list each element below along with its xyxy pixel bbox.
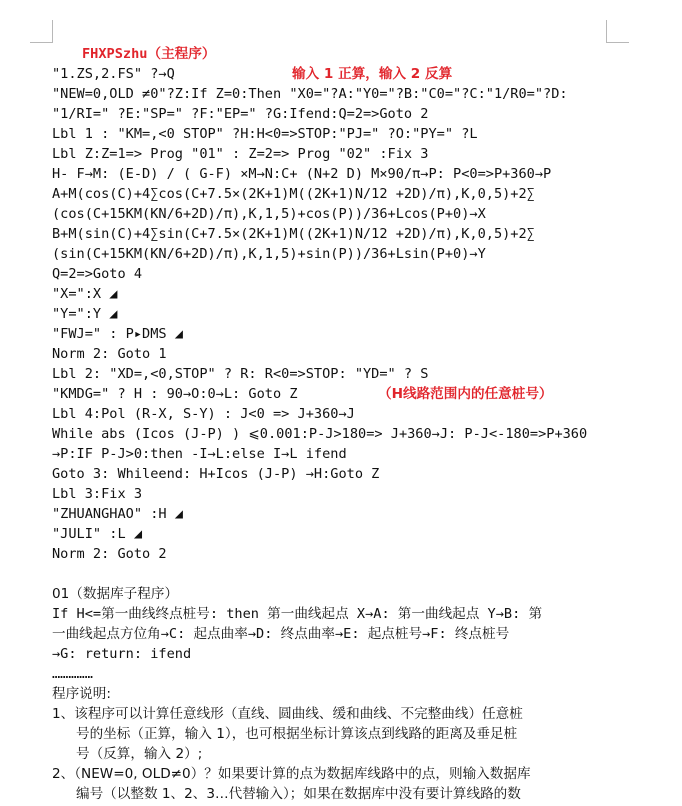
code-line: H- F→M: (E-D) / ( G-F) ×M→N:C+ (N+2 D) M×90/π→P: P<0=>P+360→P — [52, 166, 552, 182]
code-line: →P:IF P-J>0:then -I→L:else I→L ifend — [52, 446, 347, 462]
code-line: "FWJ=" : P▸DMS ◢ — [52, 326, 183, 342]
explanation-title: 程序说明: — [52, 686, 111, 702]
code-line: B+M(sin(C)+4∑sin(C+7.5×(2K+1)M((2K+1)N/12 +2D)/π),K,0,5)+2∑ — [52, 226, 535, 242]
explanation-item-continued: 号的坐标（正算，输入 1），也可根据坐标计算该点到线路的距离及垂足桩 — [76, 726, 518, 742]
item-number: 1、 — [52, 706, 75, 722]
sub-program-line: If H<=第一曲线终点桩号: then 第一曲线起点 X→A: 第一曲线起点 Y→B: 第 — [52, 606, 543, 622]
code-line: Goto 3: Whileend: H+Icos (J-P) →H:Goto Z — [52, 466, 380, 482]
code-line — [52, 384, 672, 404]
item-text: （NEW=0, OLD≠0）？如果要计算的点为数据库线路中的点，则输入数据库 — [74, 766, 531, 782]
code-line: Lbl 4:Pol (R-X, S-Y) : J<0 => J+360→J — [52, 406, 355, 422]
explanation-item-continued: 号（反算，输入 2）; — [76, 746, 203, 762]
code-line: "X=":X ◢ — [52, 286, 118, 302]
code-line: Lbl Z:Z=1=> Prog "01" : Z=2=> Prog "02" :Fix 3 — [52, 146, 429, 162]
code-line: Norm 2: Goto 1 — [52, 346, 167, 362]
explanation-item — [52, 764, 672, 784]
code-line: "JULI" :L ◢ — [52, 526, 143, 542]
document-body — [52, 44, 672, 804]
sub-program-title: 01（数据库子程序） — [52, 586, 179, 602]
explanation-item-continued: 编号（以整数 1、2、3…代替输入）；如果在数据库中没有要计算线路的数 — [76, 786, 521, 802]
code-line: A+M(cos(C)+4∑cos(C+7.5×(2K+1)M((2K+1)N/12 +2D)/π),K,0,5)+2∑ — [52, 186, 535, 202]
code-text: "KMDG=" ? H : 90→O:0→L: Goto Z — [52, 386, 298, 402]
sub-program-line: →G: return: ifend — [52, 646, 192, 662]
sub-program-line: 一曲线起点方位角→C: 起点曲率→D: 终点曲率→E: 起点桩号→F: 终点桩号 — [52, 626, 510, 642]
code-line: Lbl 2: "XD=,<0,STOP" ? R: R<0=>STOP: "YD=" ? S — [52, 366, 429, 382]
explanation-item — [52, 704, 672, 724]
code-line: (cos(C+15KM(KN/6+2D)/π),K,1,5)+cos(P))/36+Lcos(P+0)→X — [52, 206, 486, 222]
code-line: "NEW=0,OLD ≠0"?Z:If Z=0:Then "X0="?A:"Y0="?B:"C0="?C:"1/R0="?D: — [52, 86, 568, 102]
code-line: (sin(C+15KM(KN/6+2D)/π),K,1,5)+sin(P))/36+Lsin(P+0)→Y — [52, 246, 486, 262]
main-program-title: FHXPSzhu（主程序） — [82, 46, 216, 62]
code-line: Q=2=>Goto 4 — [52, 266, 143, 282]
any-chainage-note: （H线路范围内的任意桩号） — [378, 386, 553, 402]
code-line: "1/RI=" ?E:"SP=" ?F:"EP=" ?G:Ifend:Q=2=>Goto 2 — [52, 106, 429, 122]
code-line — [52, 64, 672, 84]
code-line: Lbl 3:Fix 3 — [52, 486, 143, 502]
item-text: 该程序可以计算任意线形（直线、圆曲线、缓和曲线、不完整曲线）任意桩 — [74, 706, 523, 722]
code-text: "1.ZS,2.FS" ?→Q — [52, 66, 175, 82]
code-line: Norm 2: Goto 2 — [52, 546, 167, 562]
item-number: 2、 — [52, 766, 75, 782]
sub-program-line: …………… — [52, 666, 93, 682]
corner-mark-top-right — [606, 20, 629, 43]
code-line: Lbl 1 : "KM=,<0 STOP" ?H:H<0=>STOP:"PJ=" ?O:"PY=" ?L — [52, 126, 478, 142]
input-mode-note: 输入 1 正算，输入 2 反算 — [292, 66, 453, 82]
spacer — [52, 564, 672, 584]
code-line: "Y=":Y ◢ — [52, 306, 118, 322]
code-line: While abs (Icos (J-P) ) ⩽0.001:P-J>180=> J+360→J: P-J<-180=>P+360 — [52, 426, 588, 442]
code-line: "ZHUANGHAO" :H ◢ — [52, 506, 183, 522]
corner-mark-top-left — [30, 20, 53, 43]
